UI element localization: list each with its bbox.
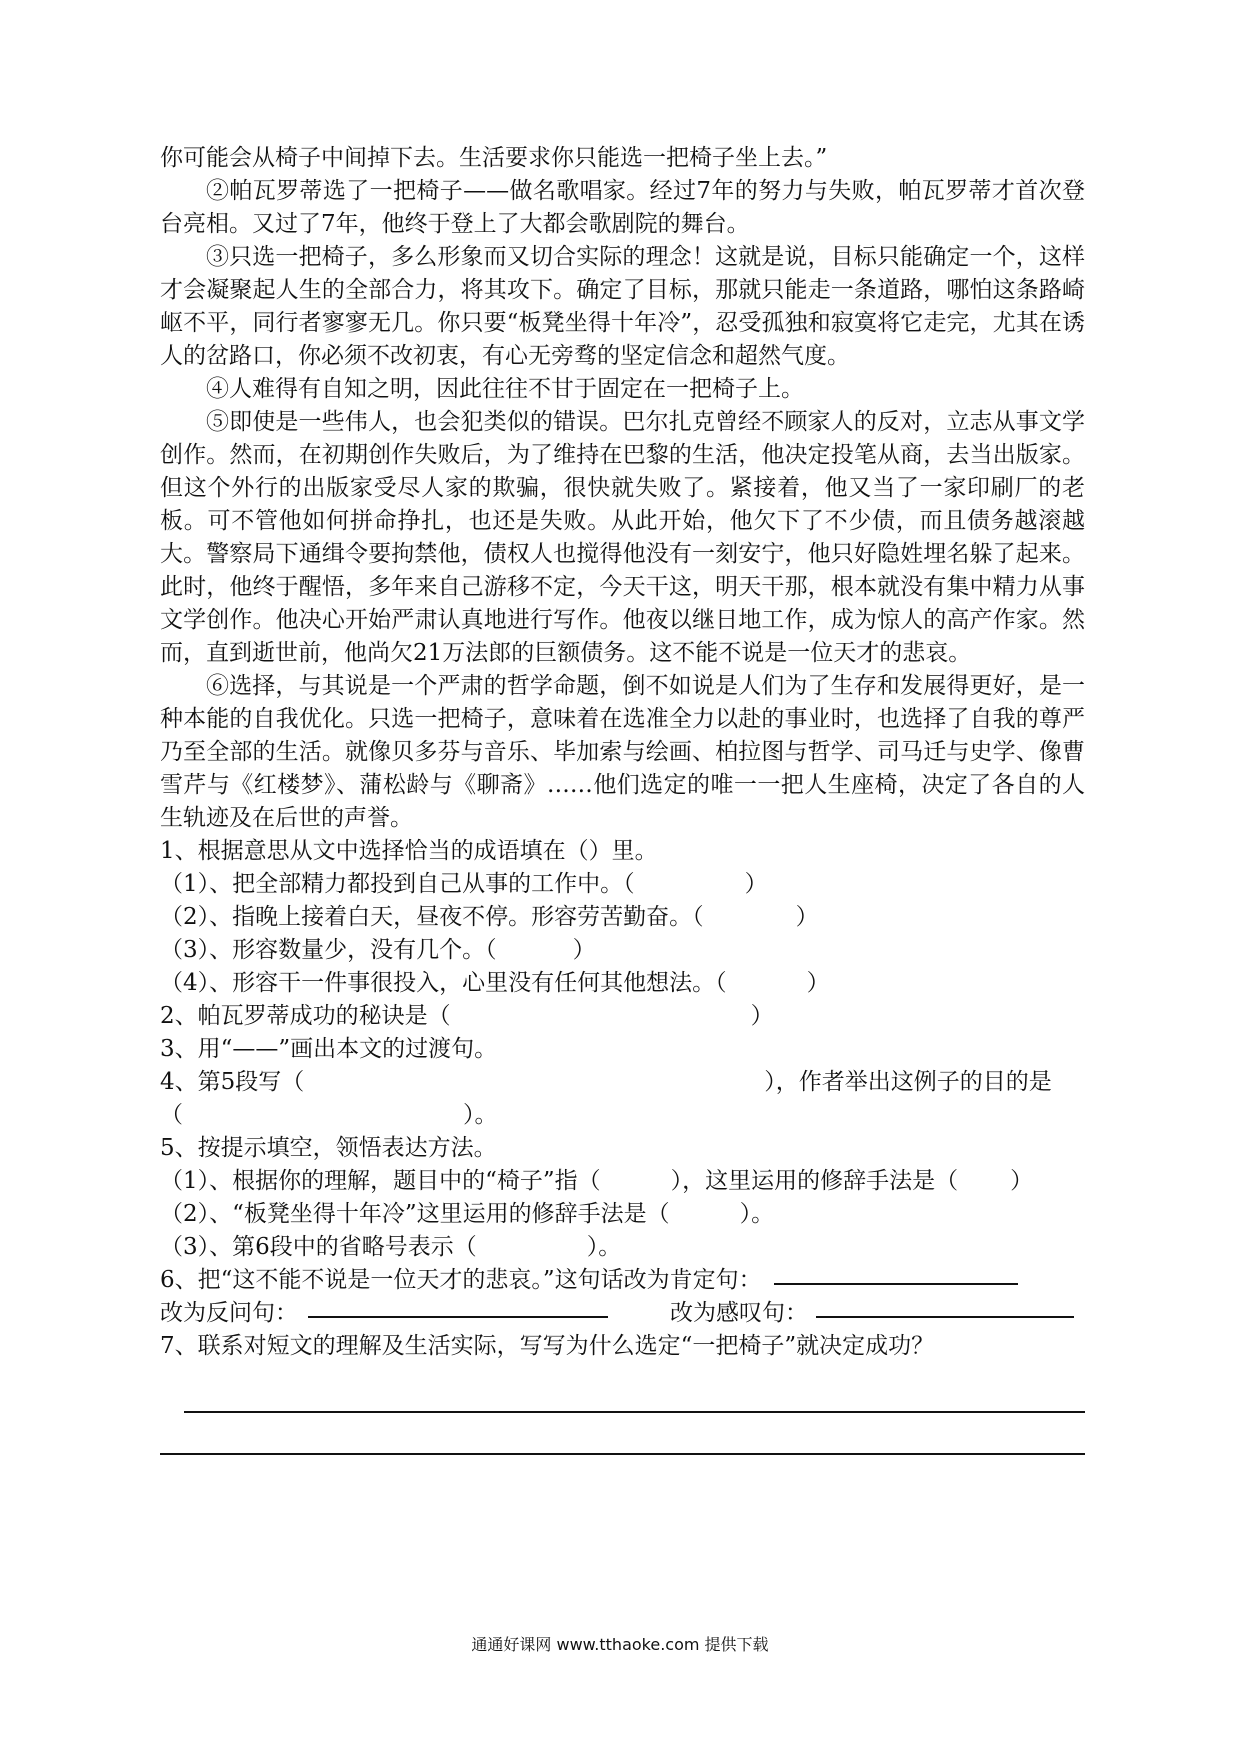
passage-paragraph-6: ⑥选择，与其说是一个严肃的哲学命题，倒不如说是人们为了生存和发展得更好，是一种本能的自我优化。只选一把椅子，意味着在选准全力以赴的事业时，也选择了自我的尊严乃至全部的生活。就像贝多芬与音乐、毕加索与绘画、柏拉图与哲学、司马迁与史学、像曹雪芹与《红楼梦》、蒲松龄与《聊斋》……他们选定的唯一一把人生座椅，决定了各自的人生轨迹及在后世的声誉。 xyxy=(160,673,1085,831)
question-6: 6、把“这不能不说是一位天才的悲哀。”这句话改为肯定句： xyxy=(160,1264,1085,1297)
question-1-4: （4）、形容干一件事很投入，心里没有任何其他想法。（ ） xyxy=(160,970,830,996)
question-1: 1、根据意思从文中选择恰当的成语填在（）里。 xyxy=(160,838,658,864)
question-1-1: （1）、把全部精力都投到自己从事的工作中。（ ） xyxy=(160,871,768,897)
question-1-3: （3）、形容数量少，没有几个。（ ） xyxy=(160,937,596,963)
passage-paragraph-continuation: 你可能会从椅子中间掉下去。生活要求你只能选一把椅子坐上去。” xyxy=(160,145,828,171)
passage-paragraph-2: ②帕瓦罗蒂选了一把椅子——做名歌唱家。经过7年的努力与失败，帕瓦罗蒂才首次登台亮相。又过了7年，他终于登上了大都会歌剧院的舞台。 xyxy=(160,178,1085,237)
question-4: 4、第5段写（ ），作者举出这例子的目的是 xyxy=(160,1069,1052,1095)
question-4-continued: （ ）。 xyxy=(160,1102,498,1128)
question-6-continued: 改为反问句： 改为感叹句： xyxy=(160,1297,1085,1330)
answer-line-6-affirmative[interactable] xyxy=(774,1282,1018,1285)
question-1-2: （2）、指晚上接着白天，昼夜不停。形容劳苦勤奋。（ ） xyxy=(160,904,819,930)
question-7: 7、联系对短文的理解及生活实际，写写为什么选定“一把椅子”就决定成功？ xyxy=(160,1333,935,1359)
question-5-2: （2）、“板凳坐得十年冷”这里运用的修辞手法是（ ）。 xyxy=(160,1201,775,1227)
answer-line-7b[interactable] xyxy=(160,1413,1085,1455)
answer-line-7a[interactable] xyxy=(184,1371,1085,1413)
question-2: 2、帕瓦罗蒂成功的秘诀是（ ） xyxy=(160,1003,774,1029)
question-5-1: （1）、根据你的理解，题目中的“椅子”指（ ），这里运用的修辞手法是（ ） xyxy=(160,1168,1034,1194)
question-5: 5、按提示填空，领悟表达方法。 xyxy=(160,1135,497,1161)
worksheet-content xyxy=(160,142,1085,1455)
passage-paragraph-5: ⑤即使是一些伟人，也会犯类似的错误。巴尔扎克曾经不顾家人的反对，立志从事文学创作。然而，在初期创作失败后，为了维持在巴黎的生活，他决定投笔从商，去当出版家。但这个外行的出版家受尽人家的欺骗，很快就失败了。紧接着，他又当了一家印刷厂的老板。可不管他如何拼命挣扎，也还是失败。从此开始，他欠下了不少债，而且债务越滚越大。警察局下通缉令要拘禁他，债权人也搅得他没有一刻安宁，他只好隐姓埋名躲了起来。此时，他终于醒悟，多年来自己游移不定，今天干这，明天干那，根本就没有集中精力从事文学创作。他决心开始严肃认真地进行写作。他夜以继日地工作，成为惊人的高产作家。然而，直到逝世前，他尚欠21万法郎的巨额债务。这不能不说是一位天才的悲哀。 xyxy=(160,409,1085,666)
answer-line-6-exclamatory[interactable] xyxy=(816,1315,1074,1318)
question-5-3: （3）、第6段中的省略号表示（ ）。 xyxy=(160,1234,622,1260)
answer-line-6-rhetorical[interactable] xyxy=(308,1315,608,1318)
question-3: 3、用“——”画出本文的过渡句。 xyxy=(160,1036,498,1062)
passage-paragraph-4: ④人难得有自知之明，因此往往不甘于固定在一把椅子上。 xyxy=(206,376,804,402)
passage-paragraph-3: ③只选一把椅子，多么形象而又切合实际的理念！这就是说，目标只能确定一个，这样才会凝聚起人生的全部合力，将其攻下。确定了目标，那就只能走一条道路，哪怕这条路崎岖不平，同行者寥寥无几。你只要“板凳坐得十年冷”，忍受孤独和寂寞将它走完，尤其在诱人的岔路口，你必须不改初衷，有心无旁骛的坚定信念和超然气度。 xyxy=(160,244,1085,369)
page-footer: 通通好课网 www.tthaoke.com 提供下载 xyxy=(471,1635,769,1654)
